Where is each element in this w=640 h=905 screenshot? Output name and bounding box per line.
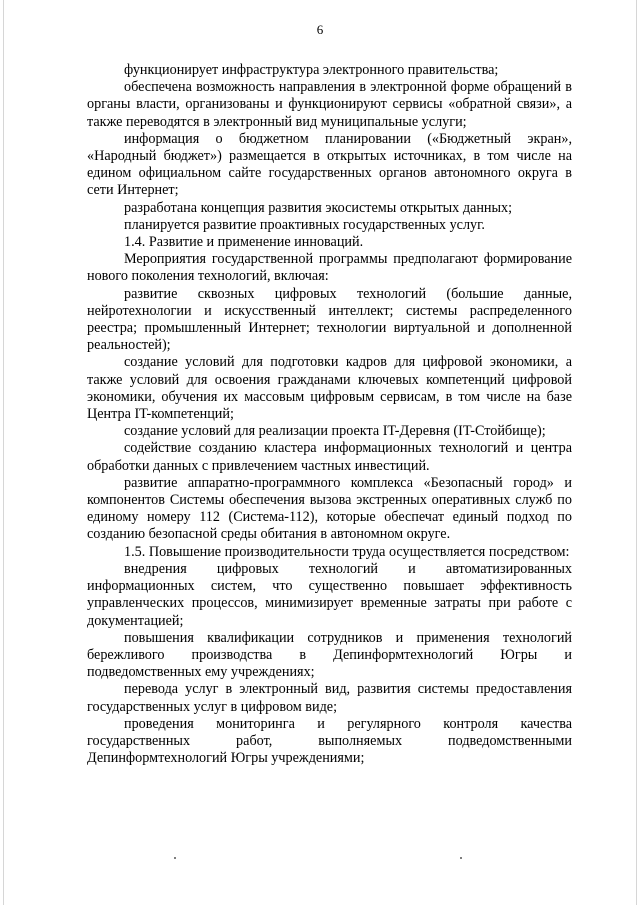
scan-speck bbox=[460, 857, 462, 859]
paragraph-8: развитие сквозных цифровых технологий (большие данные, нейротехнологии и искусственный интеллект; системы распределенного реестра; промышленный Интернет; технологии виртуальной и дополненной реальностей); bbox=[87, 285, 572, 354]
section-heading-1-5: 1.5. Повышение производительности труда осуществляется посредством: bbox=[124, 543, 570, 560]
paragraph-3: информация о бюджетном планировании («Бюджетный экран», «Народный бюджет») размещается в открытых источниках, в том числе на едином официальном сайте государственных органов автономного округа в сети Интернет; bbox=[87, 130, 572, 199]
page-number: 6 bbox=[316, 22, 324, 37]
scan-edge-left bbox=[3, 0, 4, 905]
paragraph-15: повышения квалификации сотрудников и применения технологий бережливого производства в Депинформтехнологий Югры и подведомственных ему учреждениях; bbox=[87, 629, 572, 681]
paragraph-9: создание условий для подготовки кадров для цифровой экономики, а также условий для освоения гражданами ключевых компетенций цифровой экономики, обучения их массовым цифровым сервисам, в том числе на базе Центра IT-компетенций; bbox=[87, 354, 572, 423]
paragraph-11: содействие созданию кластера информационных технологий и центра обработки данных с привлечением частных инвестиций. bbox=[87, 440, 572, 474]
scan-edge-right bbox=[636, 0, 637, 905]
paragraph-12: развитие аппаратно-программного комплекса «Безопасный город» и компонентов Системы обеспечения вызова экстренных оперативных служб по единому номеру 112 (Система-112), которые обеспечат единый подход по созданию безопасной среды обитания в автономном округе. bbox=[87, 474, 572, 543]
paragraph-4: разработана концепция развития экосистемы открытых данных; bbox=[124, 199, 513, 216]
document-body bbox=[87, 62, 572, 767]
paragraph-17: проведения мониторинга и регулярного контроля качества государственных работ, выполняемых подведомственными Депинформтехнологий Югры учреждениями; bbox=[87, 715, 572, 767]
paragraph-7: Мероприятия государственной программы предполагают формирование нового поколения технологий, включая: bbox=[87, 251, 572, 285]
scan-speck bbox=[174, 857, 176, 859]
paragraph-14: внедрения цифровых технологий и автоматизированных информационных систем, что существенно повышает эффективность управленческих процессов, минимизирует временные затраты при работе с документацией; bbox=[87, 560, 572, 629]
section-heading-1-4: 1.4. Развитие и применение инноваций. bbox=[124, 234, 364, 251]
paragraph-16: перевода услуг в электронный вид, развития системы предоставления государственных услуг в цифровом виде; bbox=[87, 681, 572, 715]
paragraph-2: обеспечена возможность направления в электронной форме обращений в органы власти, организованы и функционируют сервисы «обратной связи», а также переводятся в электронный вид муниципальные услуги; bbox=[87, 79, 572, 130]
paragraph-5: планируется развитие проактивных государственных услуг. bbox=[124, 216, 485, 233]
paragraph-10: создание условий для реализации проекта IT-Деревня (IT-Стойбище); bbox=[124, 423, 546, 440]
paragraph-1: функционирует инфраструктура электронного правительства; bbox=[124, 62, 499, 78]
